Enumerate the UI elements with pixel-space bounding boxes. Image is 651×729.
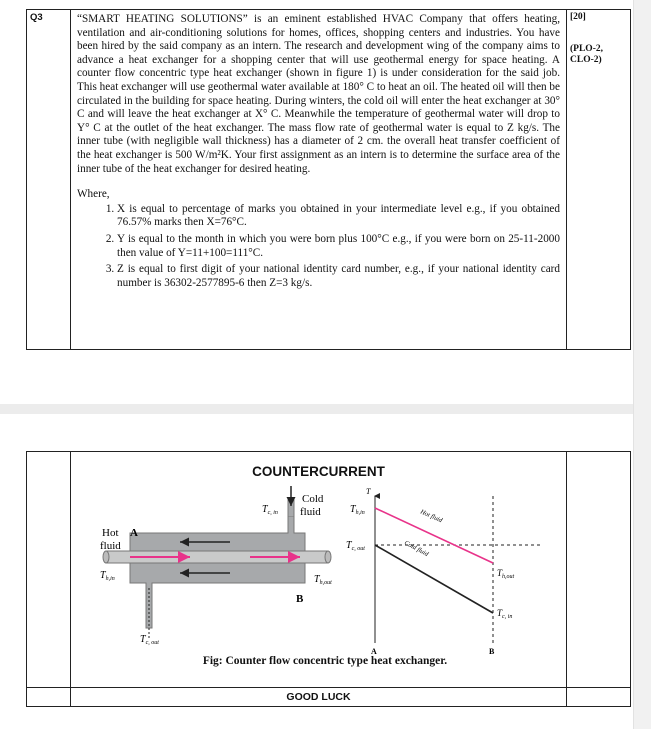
plo-line: (PLO-2, [570, 44, 603, 54]
good-luck: GOOD LUCK [71, 688, 567, 707]
th-out-label: $T_{h,out}$ [314, 574, 332, 586]
cold-fluid-label: Cold [302, 493, 324, 505]
definition-z: 3. Z is equal to first digit of your national identity card number, e.g., if your national identity card number is 36302-2577895-6 then Z=3 kg/s. [117, 263, 560, 290]
temperature-profile-graph [346, 487, 540, 656]
footer-right-cell [567, 688, 631, 707]
figure-caption: Fig: Counter flow concentric type heat exchanger. [202, 655, 448, 667]
clo-line: CLO-2) [570, 55, 602, 65]
vertical-scrollbar[interactable] [633, 0, 651, 729]
figure-title: COUNTERCURRENT [252, 464, 385, 479]
figure-right-cell [567, 452, 631, 688]
where-label: Where, [77, 188, 110, 201]
hot-fluid-label: Hot [102, 527, 119, 539]
cold-fluid-curve-label: Cold fluid [403, 539, 430, 559]
t-axis-label: T [366, 487, 371, 496]
point-a-label: A [130, 527, 138, 539]
tc-in-label: $T_{c, in}$ [262, 504, 278, 516]
outer-shell [130, 500, 305, 628]
tc-in-graph-label: $T_{c, in}$ [497, 608, 513, 620]
marks-value: [20] [570, 12, 586, 22]
tc-out-label: $T_{c, out}$ [140, 634, 159, 646]
th-in-label: $T_{h,in}$ [100, 570, 115, 582]
th-in-graph-label: $T_{h,in}$ [350, 504, 365, 516]
plo-clo [570, 44, 627, 66]
footer-left-cell [27, 688, 71, 707]
axis-a-label: A [371, 647, 377, 656]
question-table [26, 9, 631, 350]
marks-cell [567, 10, 631, 350]
question-number: Q3 [27, 10, 71, 350]
counterflow-diagram [70, 478, 540, 658]
page-gap [0, 404, 634, 414]
definition-x: 1. X is equal to percentage of marks you obtained in your intermediate level e.g., if you obtained 76.57% marks then X=76°C. [117, 203, 560, 230]
th-out-graph-label: $T_{h,out}$ [497, 568, 515, 580]
definitions-list [77, 203, 560, 291]
tc-out-graph-label: $T_{c, out}$ [346, 540, 365, 552]
hot-fluid-label: fluid [100, 540, 121, 552]
cold-fluid-label: fluid [300, 506, 321, 518]
question-body [71, 10, 567, 350]
point-b-label: B [296, 593, 304, 605]
definition-y: 2. Y is equal to the month in which you were born plus 100°C e.g., if you were born on 25-11-2000 then value of Y=11+100=111°C. [117, 233, 560, 260]
axis-b-label: B [489, 647, 495, 656]
hot-fluid-curve-label: Hot fluid [419, 508, 444, 525]
question-paragraph: “SMART HEATING SOLUTIONS” is an eminent established HVAC Company that offers heating, ventilation and air-conditioning solutions for homes, offices, shopping centers and industries. You have been hired by the said company as an intern. The research and development wing of the company aims to advance a heat exchanger for a shopping center that will use geothermal energy for space heating. A counter flow concentric type heat exchanger (shown in figure 1) is under consideration for the said job. This heat exchanger will use geothermal water available at 180° C to heat an oil. The heated oil will then be circulated in the building for space heating. During winters, the cold oil will enter the heat exchanger at 30° C and will leave the heat exchanger at X° C. Meanwhile the temperature of geothermal water will drop to Y° C at the outlet of the heat exchanger. The mass flow rate of geothermal water is equal to Z kg/s. The inner tube (with negligible wall thickness) has a diameter of 2 cm. the overall heat transfer coefficient of the heat exchanger is 500 W/m²K. Your first assignment as an intern is to determine the surface area of the inner tube of the heat exchanger for desired heating. [77, 13, 560, 175]
figure-left-cell [27, 452, 71, 688]
